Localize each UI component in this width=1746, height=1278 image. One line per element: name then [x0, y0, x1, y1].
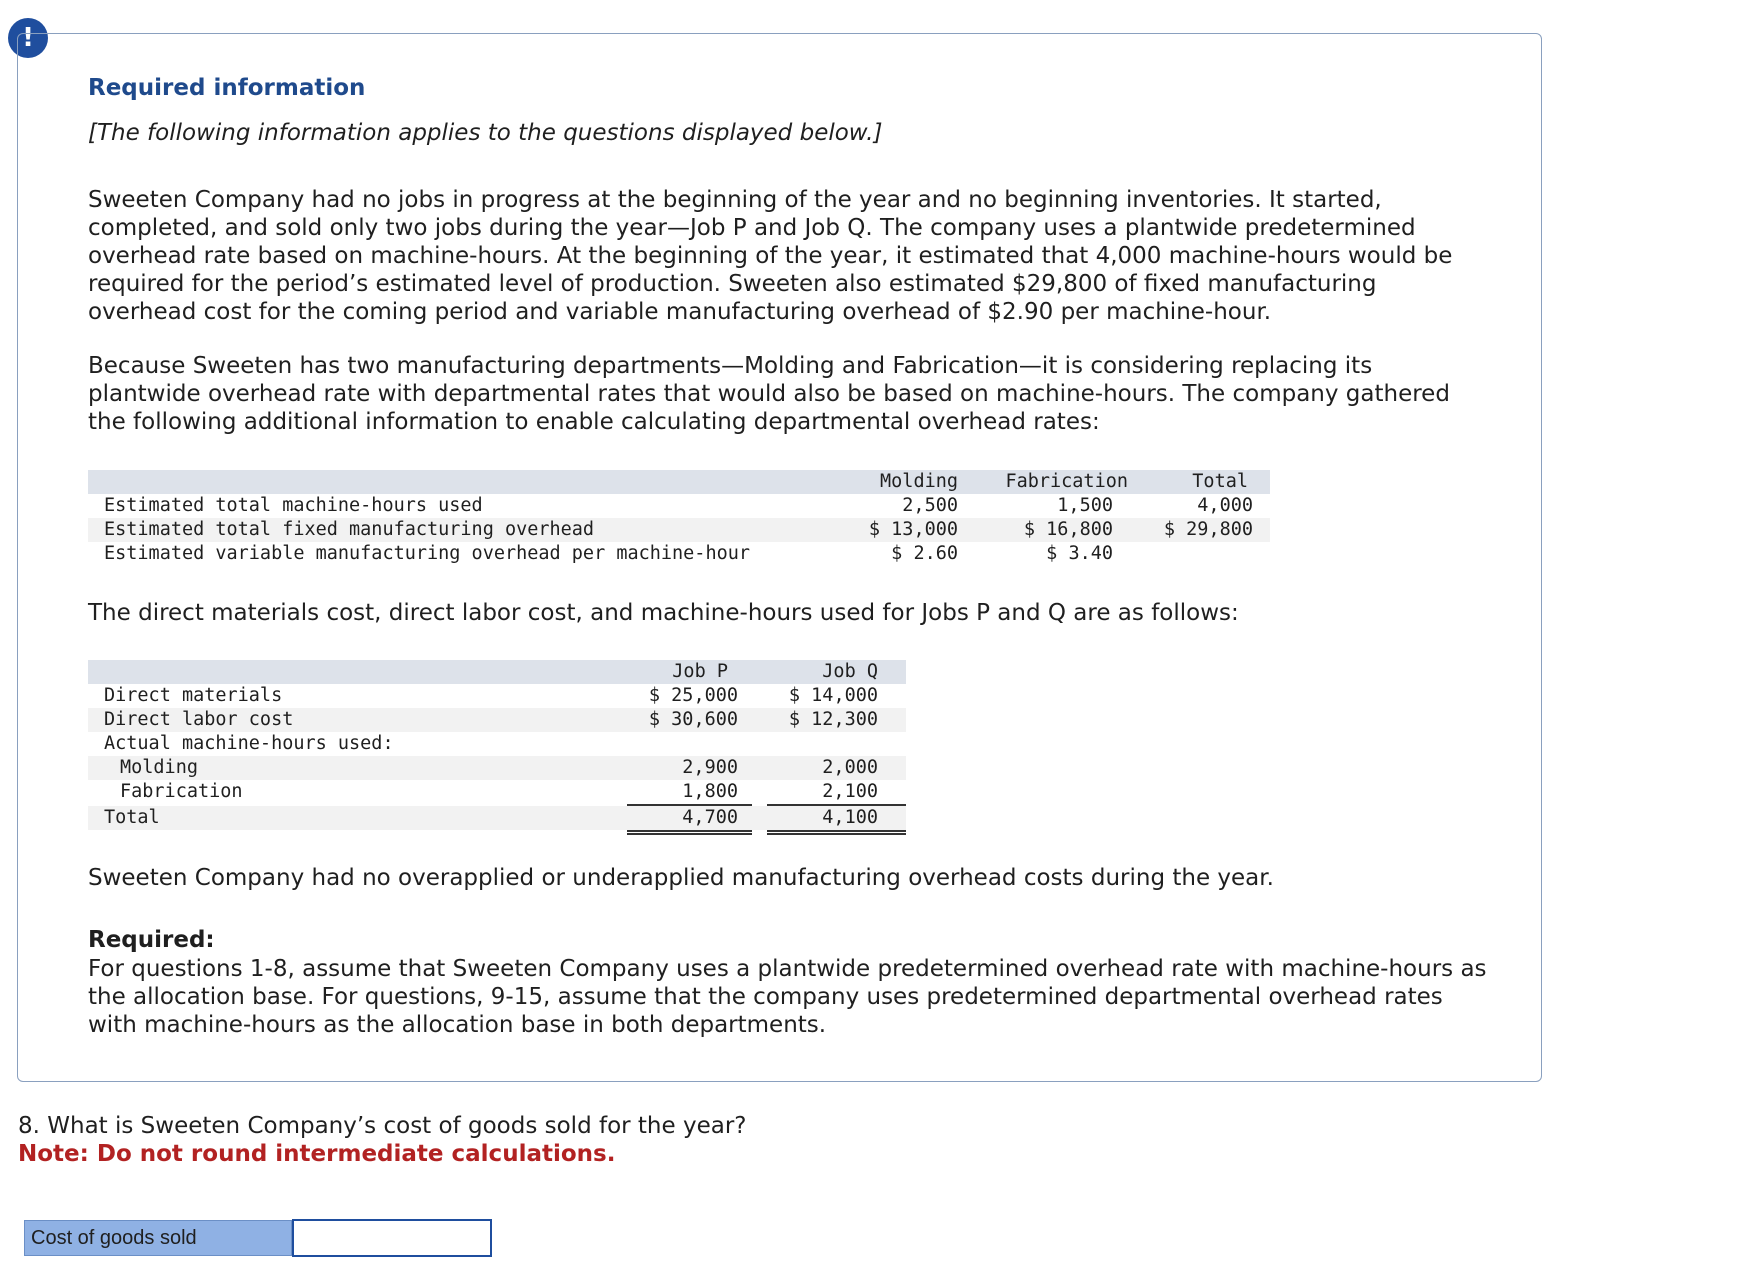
row-label: Estimated total fixed manufacturing overhead: [104, 519, 595, 540]
job-table-header: [88, 660, 906, 684]
cost-of-goods-sold-input[interactable]: [292, 1219, 492, 1257]
applies-note: [The following information applies to the questions displayed below.]: [88, 120, 883, 146]
dept-table-header: [88, 470, 1270, 494]
molding-value: 2,500: [902, 495, 958, 516]
total-rule-q-2: [767, 833, 906, 835]
job-q-value: $ 12,300: [788, 709, 878, 730]
header-molding: Molding: [880, 471, 958, 492]
molding-value: $ 2.60: [891, 543, 958, 564]
row-label: Direct labor cost: [104, 709, 294, 730]
total-rule-q-1: [767, 830, 906, 832]
section-heading: Required information: [88, 75, 366, 101]
required-text: For questions 1-8, assume that Sweeten Company uses a plantwide predetermined overhead rate with machine-hours as the allocation base. For questions, 9-15, assume that the company uses predetermined departmental overhead rates with machine-hours as the allocation base in both departments.: [88, 956, 1487, 1038]
job-q-value: 4,100: [822, 807, 878, 828]
total-value: 4,000: [1197, 495, 1253, 516]
header-fabrication: Fabrication: [1005, 471, 1128, 492]
fabrication-value: 1,500: [1057, 495, 1113, 516]
table-row: [88, 494, 1270, 518]
alert-icon: !: [8, 18, 48, 58]
job-p-value: 4,700: [682, 807, 738, 828]
row-label: Total: [104, 807, 160, 828]
molding-value: $ 13,000: [868, 519, 958, 540]
answer-label: Cost of goods sold: [24, 1220, 292, 1256]
row-label: Direct materials: [104, 685, 283, 706]
fabrication-value: $ 16,800: [1023, 519, 1113, 540]
table-row: [88, 780, 906, 804]
question-text: 8. What is Sweeten Company’s cost of goods sold for the year?: [18, 1113, 747, 1139]
table-row: [88, 518, 1270, 542]
table-row: [88, 542, 1270, 566]
row-label: Fabrication: [120, 781, 243, 802]
table-row: [88, 708, 906, 732]
job-p-value: 2,900: [682, 757, 738, 778]
total-value: $ 29,800: [1163, 519, 1253, 540]
departments-paragraph: Because Sweeten has two manufacturing departments—Molding and Fabrication—it is considering replacing its plantwide overhead rate with departmental rates that would also be based on machine-hours. The company gathered the following additional information to enable calculating departmental overhead rates:: [88, 353, 1450, 435]
jobs-paragraph: The direct materials cost, direct labor cost, and machine-hours used for Jobs P and Q are as follows:: [88, 600, 1239, 626]
job-q-value: 2,000: [822, 757, 878, 778]
job-q-value: $ 14,000: [788, 685, 878, 706]
job-p-value: $ 25,000: [648, 685, 738, 706]
row-label: Molding: [120, 757, 198, 778]
total-rule-p-1: [627, 830, 752, 832]
table-row: [88, 684, 906, 708]
note-text: Note: Do not round intermediate calculations.: [18, 1141, 616, 1167]
required-label: Required:: [88, 927, 215, 953]
job-p-value: 1,800: [682, 781, 738, 802]
total-rule-p-2: [627, 833, 752, 835]
header-job-p: Job P: [672, 661, 728, 682]
job-q-value: 2,100: [822, 781, 878, 802]
table-row: [88, 732, 906, 756]
row-label: Estimated variable manufacturing overhead per machine-hour: [104, 543, 751, 564]
overhead-paragraph: Sweeten Company had no overapplied or underapplied manufacturing overhead costs during the year.: [88, 865, 1274, 891]
intro-paragraph: Sweeten Company had no jobs in progress at the beginning of the year and no beginning inventories. It started, completed, and sold only two jobs during the year—Job P and Job Q. The company uses a plantwide predetermined overhead rate based on machine-hours. At the beginning of the year, it estimated that 4,000 machine-hours would be required for the period’s estimated level of production. Sweeten also estimated $29,800 of fixed manufacturing overhead cost for the coming period and variable manufacturing overhead of $2.90 per machine-hour.: [88, 187, 1453, 325]
header-total: Total: [1192, 471, 1248, 492]
job-p-value: $ 30,600: [648, 709, 738, 730]
header-job-q: Job Q: [822, 661, 878, 682]
fabrication-value: $ 3.40: [1046, 543, 1113, 564]
row-label: Estimated total machine-hours used: [104, 495, 483, 516]
table-row: [88, 756, 906, 780]
row-label: Actual machine-hours used:: [104, 733, 394, 754]
table-row: [88, 806, 906, 830]
